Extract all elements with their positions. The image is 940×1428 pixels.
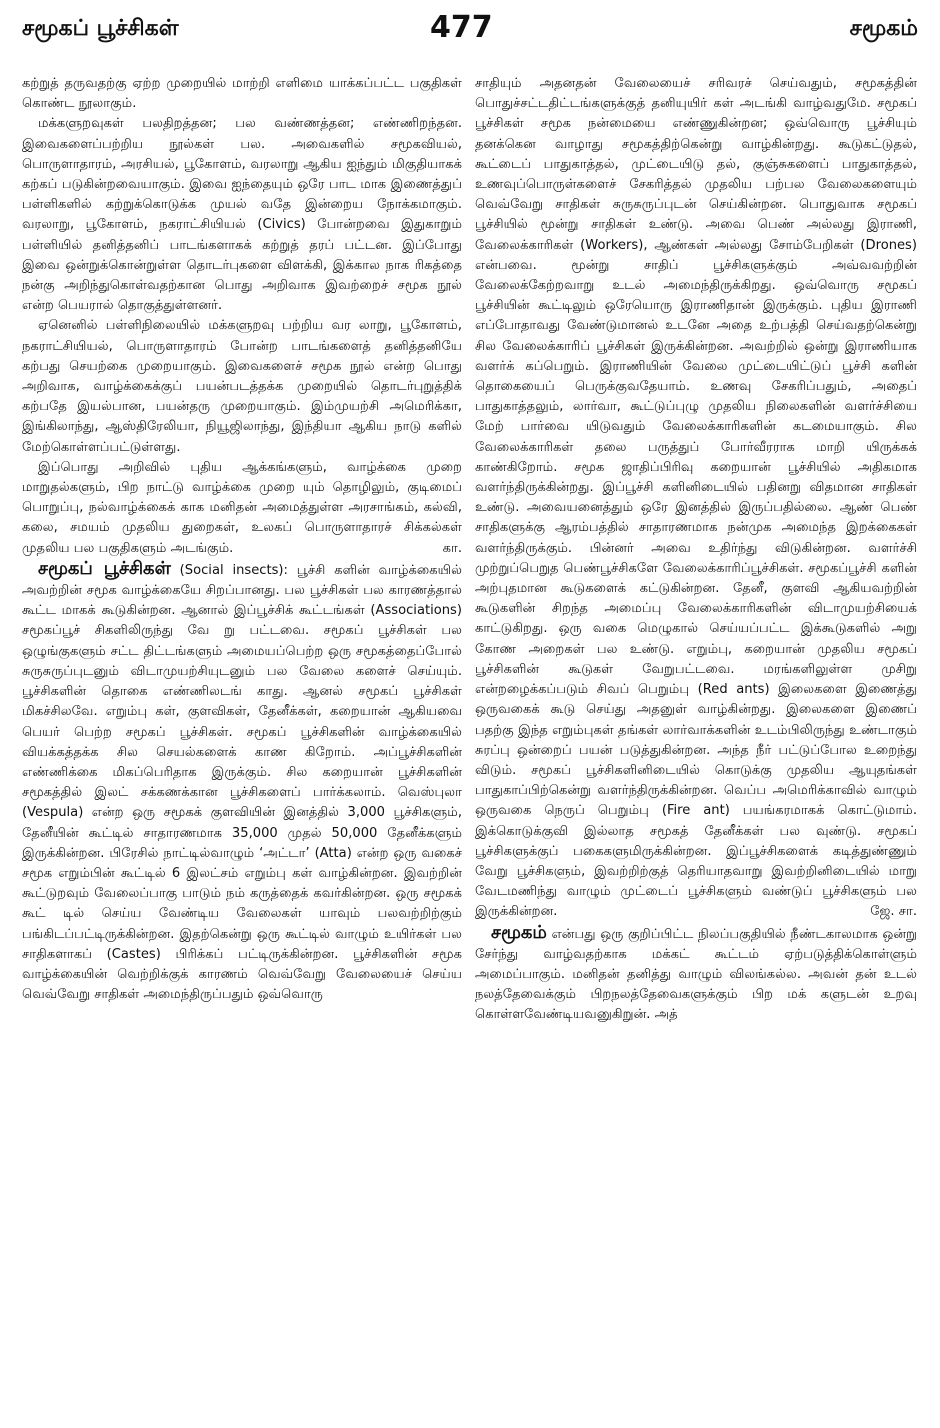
paragraph: கற்றுத் தருவதற்கு ஏற்ற முறையில் மாற்றி எளிமை யாக்கப்பட்ட பகுதிகள் கொண்ட நூலாகும். (22, 76, 462, 112)
entry (22, 559, 462, 1005)
paragraph-with-signature (22, 458, 462, 559)
entry-title: சமூகப் பூச்சிகள் (38, 557, 171, 579)
entry-text: என்பது ஒரு குறிப்பிட்ட நிலப்பகுதியில் நீண்டகாலமாக ஒன்று சேர்ந்து வாழ்வதற்காக மக்கட் கூட்டம் ஏற்படுத்திக்கொள்ளும் அமைப்பாகும். மனிதன் தனித்து வாழும் விலங்கல்ல. அவன் தன் உடல் நலத்தேவைக்கும் பிறநலத்தேவைகளுக்கும் பிற மக் களுடன் உறவு கொள்ளவேண்டியவனுகிறுன். அத் (475, 926, 917, 1023)
running-header-right: சமூகம் (849, 16, 918, 41)
paragraph-text: சாதியும் அதனதன் வேலையைச் சரிவரச் செய்வதும், சமூகத்தின் பொதுச்சட்டதிட்டங்களுக்குத் தனியுயிர் கள் அடங்கி வாழ்வதுமே. சமூகப் பூச்சிகள் சமூக நன்மையை எண்ணுகின்றன; ஒவ்வொரு பூச்சியும் தனக்கென வாழாது சமூகத்திற்கென்று வாழ்கின்றது. கூடுகட்டுதல், கூட்டைப் பாதுகாத்தல், முட்டையிடு தல், குஞ்சுகளைப் பாதுகாத்தல், உணவுப்பொருள்களைச் சேகரித்தல் முதலிய பற்பல வேலைகளையும் வெவ்வேறு சாதிகள் சுருசுருப்புடன் செய்கின்றன. பொதுவாக சமூகப் பூச்சியில் மூன்று சாதிகள் உண்டு. அவை பெண் அல்லது இராணி, வேலைக்காரிகள் (Workers), ஆண்கள் அல்லது சோம்பேறிகள் (Drones) என்பவை. மூன்று சாதிப் பூச்சிகளுக்கும் அவ்வவற்றின் வேலைக்கேற்றவாறு உடல் அமைந்திருக்கிறது. ஒவ்வொரு சமூகப் பூச்சியின் கூட்டிலும் ஒரேயொரு இராணிதான் இருக்கும். புதிய இராணி எப்போதாவது வேண்டுமானல் உடனே அதை உற்பத்தி செய்வதற்கென்று சில வேலைக்காரிப் பூச்சிகள் இருக்கின்றன. அவற்றில் ஒன்று இராணியாக வளர்க் கப்பெறும். இராணியின் வேலை முட்டையிட்டுப் பூச்சி களின் தொகையைப் பெருக்குவதேயாம். உணவு சேகரிப்பதும், அதைப் பாதுகாத்தலும், லார்வா, கூட்டுப்புழு முதலிய நிலைகளின் வளர்ச்சியை மேற் பார்வை யிடுவதும் வேலைக்காரிகளின் கடமையாகும். சில வேலைக்காரிகள் தலை பருத்துப் போர்வீரராக மாறி யிருக்கக் காண்கிறோம். சமூக ஜாதிப்பிரிவு கறையான் பூச்சியில் அதிகமாக வளர்ந்திருக்கின்றது. இப்பூச்சி களினிடையில் பதினறு விதமான சாதிகள் உண்டு. அவையனைத்தும் ஒரே இனத்தில் இருப்பதில்லை. ஆண் பெண் சாதிகளுக்கு ஆரம்பத்தில் சாதாரணமாக நன்முக அமைந்த இறக்கைகள் வளர்ந்திருக்கும். பின்னர் அவை உதிர்ந்து விடுகின்றன. வளர்ச்சி முற்றுப்பெறுத பெண்பூச்சிகளே வேலைக்காரிப்பூச்சிகள். சமூகப்பூச்சி களின் அற்புதமான கூடுகளைக் கட்டுகின்றன. தேனீ, குளவி ஆகியவற்றின் கூடுகளின் சிறந்த அமைப்பு வேலைக்காரிகளின் விடாமுயற்சியைக் காட்டுகிறது. ஒரு வகை மெழுகால் செய்யப்பட்ட இக்கூடுகளில் அறு கோண அறைகள் பல உண்டு. எறும்பு, கறையான் முதலிய சமூகப் பூச்சிகளின் கூடுகள் வேறுபட்டவை. மரங்களிலுள்ள முசிறு என்றழைக்கப்படும் சிவப் பெறும்பு (Red ants) இலைகளை இணைத்து ஒருவகைக் கூடு செய்து அதனுள் வாழ்கின்றது. இலைகளை இணைப் பதற்கு இந்த எறும்புகள் தங்கள் லார்வாக்களின் உடம்பிலிருந்து உண்டாகும் சுரப்பு ஒன்றைப் பயன் படுத்துகின்றன. அந்த நீர் பட்டுப்போல உறைந்து விடும். சமூகப் பூச்சிகளினிடையில் கொடுக்கு முதலிய ஆயுதங்கள் பாதுகாப்பிற்கென்று வளர்ந்திருக்கின்றன. வெப்ப அமெரிக்காவில் வாழும் ஒருவகை நெருப் பெறும்பு (Fire ant) பயங்கரமாகக் கொட்டுமாம். இக்கொடுக்குவி இல்லாத சமூகத் தேனீக்கள் பல வுண்டு. சமூகப் பூச்சிகளுக்குப் பகைகளுமிருக்கின்றன. இப்பூச்சிகளைக் கடித்துண்ணும் வேறு பூச்சிகளும், இவற்றிற்குத் தெரியாதவாறு இவற்றினிடையில் மாறு வேடமணிந்து வாழும் முட்டைப் பூச்சிகளும் வண்டுப் பூச்சிகளும் பல இருக்கின்றன. (475, 76, 917, 920)
right-column (475, 74, 917, 1404)
entry-title: சமூகம் (491, 921, 547, 943)
left-column (22, 74, 462, 1404)
paragraph: ஏனெனில் பள்ளிநிலையில் மக்களுறவு பற்றிய வர லாறு, பூகோளம், நகராட்சியியல், பொருளாதாரம் போன்ற பாடங்களைத் தனித்தனியே கற்பது செயற்கை முறையாகும். இவைகளைச் சமூக நூல் என்ற பொது அறிவாக, வாழ்க்கைக்குப் பயன்படத்தக்க முறையில் தொடர்புறுத்திக் கற்பதே இயல்பான, பயன்தரு முறையாகும். இம்முயற்சி அமெரிக்கா, இங்கிலாந்து, ஆஸ்திரேலியா, நியூஜிலாந்து, இந்தியா ஆகிய நாடு களில் மேற்கொள்ளப்பட்டுள்ளது. (22, 318, 462, 455)
paragraph: மக்களுறவுகள் பலதிறத்தன; பல வண்ணத்தன; எண்ணிறந்தன. இவைகளைப்பற்றிய நூல்கள் பல. அவைகளில் சமூகவியல், பொருளாதாரம், அரசியல், பூகோளம், வரலாறு ஆகிய ஐந்தும் மிகுதியாகக் கற்கப் படுகின்றவையாகும். இவை ஐந்தையும் ஒரே பாட மாக இணைத்துப் பள்ளிகளில் கற்றுக்கொடுக்க முயல் வதே இன்றைய நோக்கமாகும். வரலாறு, பூகோளம், நகராட்சியியல் (Civics) போன்றவை இதுகாறும் பள்ளியில் தனித்தனிப் பாடங்களாகக் கற்றுத் தரப் பட்டன. இப்போது இவை ஒன்றுக்கொன்றுள்ள தொடர்புகளை விளக்கி, இக்கால நாக ரிகத்தை நன்கு அறிந்துகொள்வதற்கான பொது அறிவாக இவற்றைச் சமூக நூல் என்ற பெயரால் தொகுத்துள்ளனர். (22, 116, 462, 314)
entry-text: (Social insects): பூச்சி களின் வாழ்க்கையில் அவற்றின் சமூக வாழ்க்கையே சிறப்பானது. பல பூச்சிகள் பல காரணத்தால் கூட்ட மாகக் கூடுகின்றன. ஆனால் இப்பூச்சிக் கூட்டங்கள் (Associations) சமூகப்பூச் சிகளிலிருந்து வே று பட்டவை. சமூகப் பூச்சிகள் பல ஒழுங்குகளும் சட்ட திட்டங்களும் அமையப்பெற்ற ஒரு சமூகத்தைப்போல் சுருசுருப்புடனும் விடாமுயற்சியுடனும் பல வேலை களைச் செய்யும். பூச்சிகளின் தொகை எண்ணிலடங் காது. ஆனல் சமூகப் பூச்சிகள் மிகச்சிலவே. எறும்பு கள், குளவிகள், தேனீக்கள், கறையான் ஆகியவை பெயர் பெற்ற சமூகப் பூச்சிகள். சமூகப் பூச்சிகளின் வாழ்க்கையில் வியக்கத்தக்க சில செயல்களைக் காண கிறோம். அப்பூச்சிகளின் எண்ணிக்கை மிகப்பெரிதாக இருக்கும். சில கறையான் பூச்சிகளின் சமூகத்தில் இலட் சக்கணக்கான பூச்சிகளைப் பார்க்கலாம். வெஸ்புலா (Vespula) என்ற ஒரு சமூகக் குளவியின் இனத்தில் 3,000 பூச்சிகளும், தேனீயின் கூட்டில் சாதாரணமாக 35,000 முதல் 50,000 தேனீக்களும் இருக்கின்றன. பிரேசில் நாட்டில்வாழும் ‘அட்டா’ (Atta) என்ற ஒரு வகைச் சமூக எறும்பின் கூட்டில் 6 இலட்சம் எறும்பு கள் வாழ்கின்றன. இவற்றின் கூட்டுறவும் வேலைப்பாகு பாடும் நம் கருத்தைக் கவர்கின்றன. ஒரு சமூகக் கூட் டில் செய்ய வேண்டிய வேலைகள் யாவும் பலவற்றிற்கும் பங்கிடப்பட்டிருக்கின்றன. இதற்கென்று ஒரு கூட்டில் வாழும் உயிர்கள் பல சாதிகளாகப் (Castes) பிரிக்கப் பட்டிருக்கின்றன. பூச்சிகளின் சமூக வாழ்க்கையின் வெற்றிக்குக் காரணம் வெவ்வேறு வேலையைச் செய்ய வெவ்வேறு சாதிகள் அமைந்திருப்பதும் ஒவ்வொரு (22, 562, 462, 1003)
entry (475, 923, 917, 1026)
paragraph-with-signature (475, 74, 917, 923)
running-header-left: சமூகப் பூச்சிகள் (22, 16, 179, 41)
author-initials: கா. (442, 540, 462, 556)
author-initials: ஜே. சா. (870, 904, 917, 920)
paragraph-text: இப்பொது அறிவில் புதிய ஆக்கங்களும், வாழ்க்கை முறை மாறுதல்களும், பிற நாட்டு வாழ்க்கை முறை யும் தொழிலும், குடிமைப் பொறுப்பு, நல்வாழ்க்கைக் காக மனிதன் அமைத்துள்ள அரசாங்கம், கல்வி, கலை, சமயம் முதலிய துறைகள், உலகப் பொருளாதாரச் சிக்கல்கள் முதலிய பல பகுதிகளும் அடங்கும். (22, 459, 462, 556)
page-number: 477 (430, 10, 493, 45)
